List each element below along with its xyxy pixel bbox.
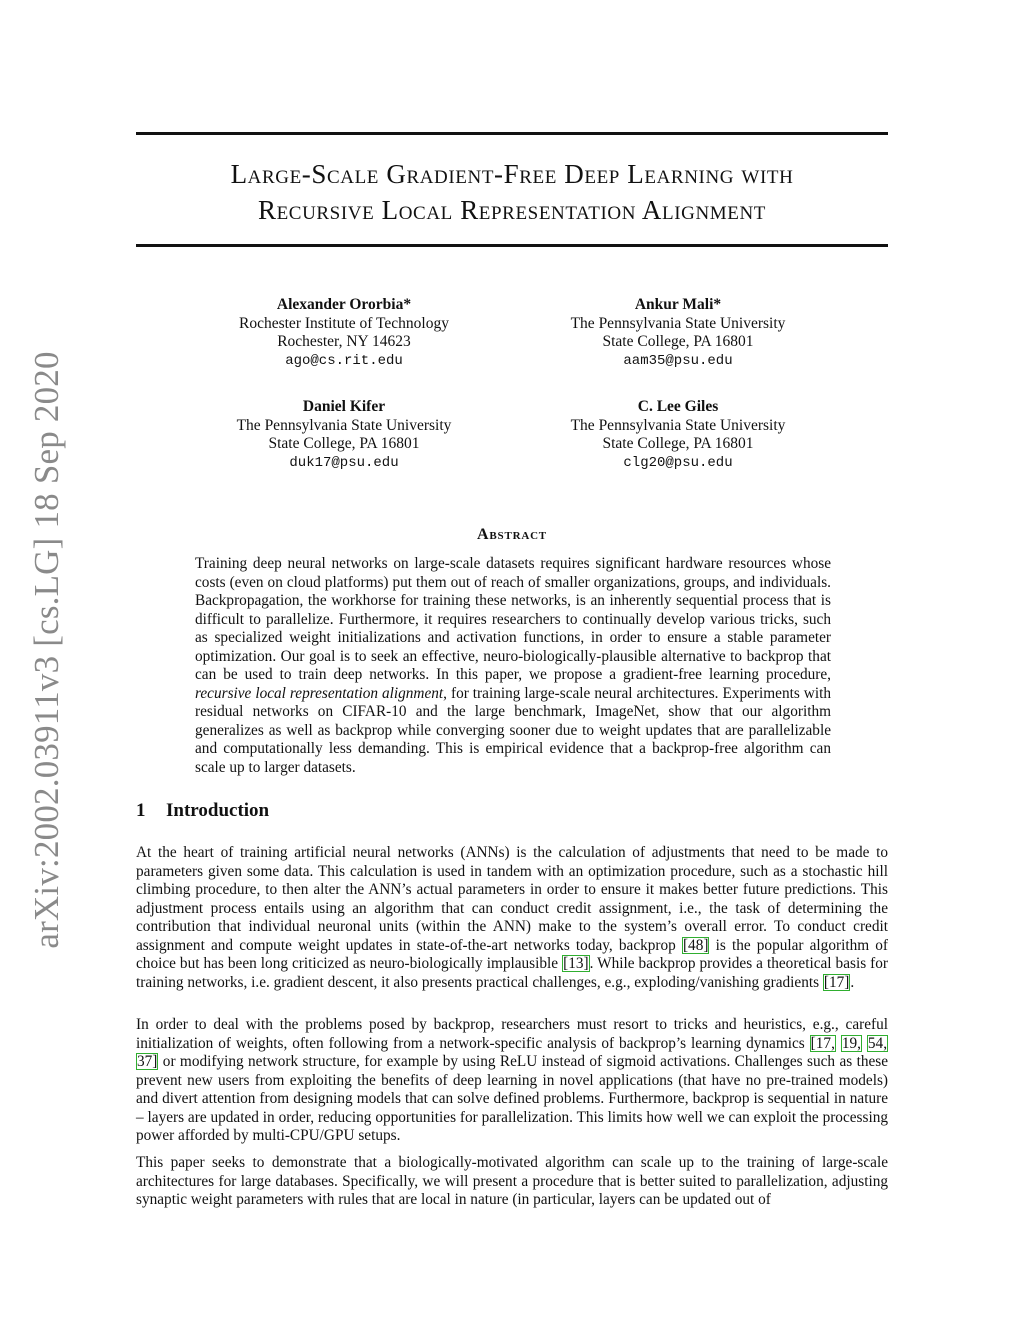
intro-paragraph-3: This paper seeks to demonstrate that a biologically-motivated algorithm can scale up to the training of large-scale architectures for large databases. Specifically, we will present a procedure that is better suited to parallelization, adjusting synaptic weight parameters with rules that are local in nature (in particular, layers can be updated out of <box>136 1154 888 1208</box>
author-name: Ankur Mali* <box>634 296 722 313</box>
author-block <box>179 398 509 472</box>
author-location: Rochester, NY 14623 <box>277 333 411 350</box>
citation-link[interactable]: [17] <box>823 973 850 991</box>
section-number: 1 <box>136 800 146 821</box>
author-name: Daniel Kifer <box>302 398 386 415</box>
abstract-text-part: , for training large-scale neural architectures. Experiments with residual networks on CIFAR-10 and the large benchmark, ImageNet, show that our algorithm generalizes as well as backprop while converging sooner due to weight updates that are parallelizable and computationally less demanding. This is empirical evidence that a backprop-free algorithm can scale up to larger datasets. <box>195 684 831 776</box>
citation-link[interactable]: 19, <box>841 1034 861 1052</box>
paper-title <box>136 156 888 228</box>
author-email[interactable]: ago@cs.rit.edu <box>285 352 403 369</box>
author-block <box>513 398 843 472</box>
author-location: State College, PA 16801 <box>602 333 754 350</box>
author-email[interactable]: duk17@psu.edu <box>289 454 399 471</box>
citation-link[interactable]: [17, <box>810 1034 835 1052</box>
paragraph-text: or modifying network structure, for example by using ReLU instead of sigmoid activations. Challenges such as these prevent new users from exploiting the benefits of deep learning in novel applications (that have no pre-trained models) and divert attention from designing models that can solve defined problems. Furthermore, backprop is sequential in nature – layers are updated in order, reducing opportunities for parallelization. This limits how well we can exploit the processing power afforded by multi-CPU/GPU setups. <box>136 1053 888 1144</box>
citation-link[interactable]: 54, <box>867 1034 888 1052</box>
citation-link[interactable]: [13] <box>563 955 589 972</box>
citation-link[interactable]: 37] <box>137 1053 158 1070</box>
author-affiliation: The Pennsylvania State University <box>236 416 452 434</box>
paragraph-text: In order to deal with the problems posed by backprop, researchers must resort to tricks and heuristics, e.g., careful initialization of weights, often following from a network-specific analysis of backprop’s learning dynamics <box>136 1016 888 1052</box>
author-email[interactable]: clg20@psu.edu <box>623 454 733 471</box>
abstract-text <box>195 555 831 777</box>
title-top-rule <box>136 132 888 135</box>
abstract-heading: Abstract <box>477 526 547 543</box>
paragraph-text: At the heart of training artificial neural networks (ANNs) is the calculation of adjustments that need to be made to parameters given some data. This calculation is used in tandem with an optimization procedure, such as a stochastic hill climbing procedure, to then alter the ANN’s actual parameters in order to ensure it makes better future predictions. This adjustment process entails using an algorithm that can conduct credit assignment, i.e., the task of determining the contribution that individual neuronal units (within the ANN) make to the system’s overall error. To conduct credit assignment and compute weight updates in state-of-the-art networks today, backprop <box>136 844 888 954</box>
paragraph-text: is the popular algorithm of choice but has been long criticized as neuro-biologically implausible <box>136 936 888 972</box>
section-title: Introduction <box>166 800 270 821</box>
author-location: State College, PA 16801 <box>268 435 420 452</box>
paragraph-text: . While backprop provides a theoretical basis for training networks, i.e. gradient descent, it also presents practical challenges, e.g., exploding/vanishing gradients <box>136 955 888 991</box>
intro-paragraph-1 <box>136 844 888 992</box>
author-block <box>179 296 509 370</box>
section-heading-introduction <box>136 800 269 822</box>
citation-link[interactable]: [48] <box>682 936 709 954</box>
title-bottom-rule <box>136 244 888 247</box>
arxiv-identifier-stamp: arXiv:2002.03911v3 [cs.LG] 18 Sep 2020 <box>27 351 66 949</box>
author-name: C. Lee Giles <box>637 398 719 415</box>
author-block <box>513 296 843 370</box>
abstract-emphasis: recursive local representation alignment <box>195 684 444 702</box>
intro-paragraph-2 <box>136 1016 888 1146</box>
author-location: State College, PA 16801 <box>602 435 754 452</box>
paragraph-text: . <box>850 973 855 991</box>
title-line-2: Recursive Local Representation Alignment <box>257 195 766 225</box>
author-name: Alexander Ororbia* <box>276 296 412 313</box>
author-affiliation: The Pennsylvania State University <box>570 416 786 434</box>
author-affiliation: Rochester Institute of Technology <box>239 314 449 332</box>
author-email[interactable]: aam35@psu.edu <box>623 352 733 369</box>
author-affiliation: The Pennsylvania State University <box>570 314 786 332</box>
abstract-text-part: Training deep neural networks on large-scale datasets requires significant hardware resources whose costs (even on cloud platforms) put them out of reach of smaller organizations, groups, and individuals. Backpropagation, the workhorse for training these networks, is an inherently sequential process that is difficult to parallelize. Furthermore, it requires researchers to continually develop various tricks, such as specialized weight initializations and activation functions, in order to ensure a stable parameter optimization. Our goal is to seek an effective, neuro-biologically-plausible alternative to backprop that can be used to train deep networks. In this paper, we propose a gradient-free learning procedure, <box>195 555 831 683</box>
title-line-1: Large-Scale Gradient-Free Deep Learning with <box>230 159 794 189</box>
